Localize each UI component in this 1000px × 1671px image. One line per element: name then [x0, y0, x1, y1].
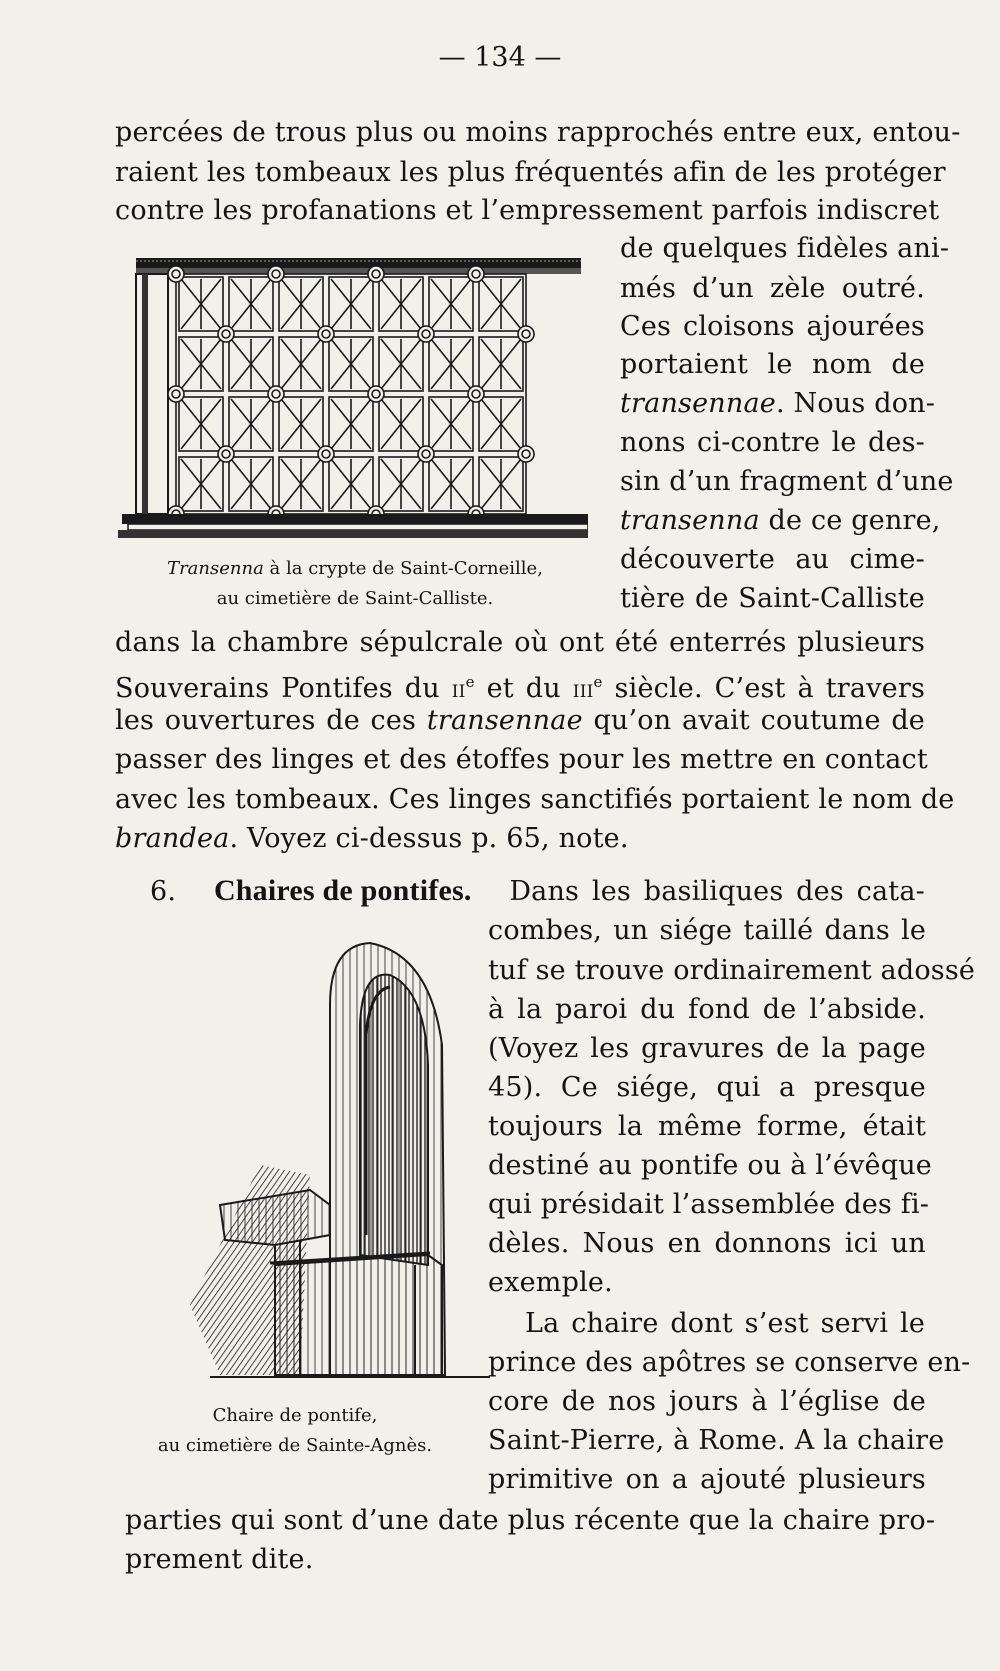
text-line: (Voyez les gravures de la page: [488, 1033, 926, 1064]
section-title: Chaires de pontifes.: [213, 874, 472, 907]
text-line: à la paroi du fond de l’abside.: [488, 994, 926, 1025]
section-number: 6.: [150, 876, 177, 907]
figure2-caption-line1: Chaire de pontife,: [212, 1405, 378, 1426]
figure1-caption-line2: au cimetière de Saint-Calliste.: [216, 588, 494, 609]
text-line: contre les profanations et l’empressement parfois indiscret: [115, 195, 940, 226]
text-line: primitive on a ajouté plusieurs: [488, 1464, 926, 1495]
chair-engraving: [180, 935, 490, 1385]
figure1-caption-term: Transenna: [167, 558, 264, 579]
text-line: Saint-Pierre, à Rome. A la chaire: [488, 1425, 945, 1456]
text-line: découverte au cime-: [620, 544, 925, 575]
text-line: destiné au pontife ou à l’évêque: [488, 1150, 932, 1181]
figure1-caption-line1: [120, 555, 590, 583]
figure2-caption-line2: au cimetière de Sainte-Agnès.: [157, 1435, 433, 1456]
text-rest: . Nous don-: [775, 388, 936, 419]
text-line: avec les tombeaux. Ces linges sanctifiés portaient le nom de: [115, 784, 955, 815]
text-line: prince des apôtres se conserve en-: [488, 1347, 971, 1378]
transenna-engraving: [118, 256, 588, 546]
text-line: toujours la même forme, était: [488, 1111, 926, 1142]
text-line: tuf se trouve ordinairement adossé: [488, 955, 976, 986]
text-line: dèles. Nous en donnons ici un: [488, 1228, 926, 1259]
text-line: exemple.: [488, 1267, 613, 1298]
text-line: Ces cloisons ajourées: [620, 311, 925, 342]
text-line: més d’un zèle outré.: [620, 273, 925, 304]
text-line: passer des linges et des étoffes pour les mettre en contact: [115, 744, 928, 775]
term-transenna: transenna: [620, 505, 760, 536]
text-line: core de nos jours à l’église de: [488, 1386, 926, 1417]
text-line: tière de Saint-Calliste: [620, 583, 925, 614]
text-line-italic-term: les ouvertures de ces transennae qu’on avait coutume de: [115, 705, 925, 736]
text-line: de quelques fidèles ani-: [620, 233, 950, 264]
text-line: portaient le nom de: [620, 349, 925, 380]
text-line: dans la chambre sépulcrale où ont été enterrés plusieurs: [115, 627, 925, 658]
text-line: La chaire dont s’est servi le: [525, 1308, 925, 1339]
text-line: percées de trous plus ou moins rapprochés entre eux, entou-: [115, 117, 961, 148]
text-line: sin d’un fragment d’une: [620, 466, 954, 497]
text-line-italic-term: [620, 385, 936, 423]
section-heading-line: [150, 872, 925, 911]
text-line: raient les tombeaux les plus fréquentés afin de les protéger: [115, 157, 946, 188]
section-first-line: Dans les basiliques des cata-: [509, 876, 925, 907]
text-line-italic-term: brandea. Voyez ci-dessus p. 65, note.: [115, 823, 629, 854]
text-line-roman-numerals: Souverains Pontifes du $ii^e$ et du iii$^e$ siècle. C’est à travers: [115, 673, 926, 704]
text-line: combes, un siége taillé dans le: [488, 915, 926, 946]
text-line-italic-term: [620, 502, 941, 540]
text-line: nons ci-contre le des-: [620, 427, 925, 458]
text-rest: de ce genre,: [759, 505, 941, 536]
text-line: prement dite.: [125, 1544, 314, 1575]
figure1-caption-rest: à la crypte de Saint-Corneille,: [263, 558, 543, 579]
page-number: — 134 —: [438, 42, 562, 73]
text-line: qui présidait l’assemblée des fi-: [488, 1189, 930, 1220]
text-line: parties qui sont d’une date plus récente que la chaire pro-: [125, 1505, 936, 1536]
text-line: 45). Ce siége, qui a presque: [488, 1072, 926, 1103]
term-transennae: transennae: [620, 388, 776, 419]
